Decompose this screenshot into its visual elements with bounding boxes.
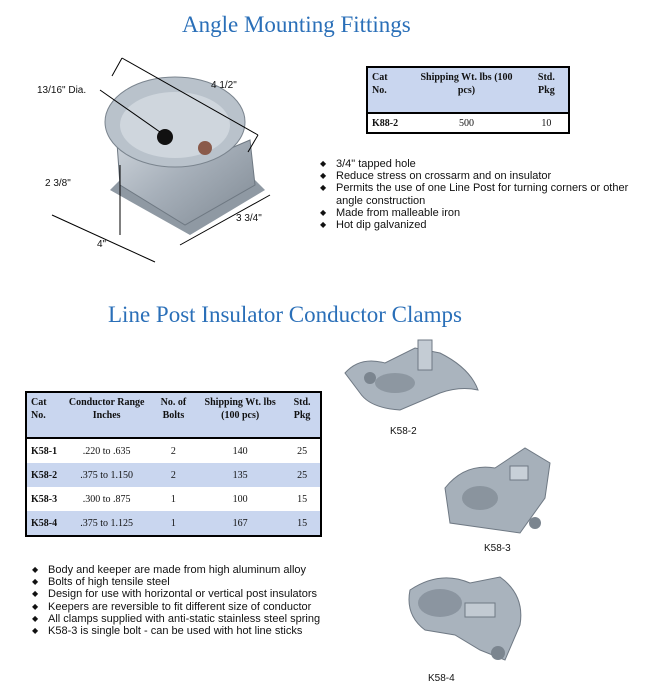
diamond-bullet-icon: ◆ [320,171,327,181]
diamond-bullet-icon: ◆ [32,613,39,623]
cell-shipping-wt: 167 [196,511,284,536]
diamond-bullet-icon: ◆ [32,577,39,587]
list-item: ◆ Hot dip galvanized [320,219,427,232]
cell-bolts: 2 [151,463,197,487]
list-item: ◆ All clamps supplied with anti-static stainless steel spring [32,612,321,625]
col-header-conductor-range: Conductor Range Inches [63,392,151,438]
cell-cat-no: K58-4 [26,511,63,536]
cell-conductor-range: .220 to .635 [82,445,131,457]
diamond-bullet-icon: ◆ [32,589,39,599]
col-header-std-pkg: Std. Pkg [284,392,321,438]
diamond-bullet-icon: ◆ [320,183,327,193]
diamond-bullet-icon: ◆ [32,626,39,636]
table-row [26,487,321,511]
cell-cat-no: K58-1 [31,445,58,457]
list-item: ◆ 3/4" tapped hole [320,158,416,170]
cell-std-pkg: 25 [297,445,308,457]
cell-std-pkg: 15 [284,511,321,536]
table-row [26,438,321,463]
conductor-clamps-spec-table [25,391,322,537]
list-item: ◆ Keepers are reversible to fit different size of conductor [32,600,312,613]
cell-bolts: 2 [170,445,176,457]
list-item: ◆ Reduce stress on crossarm and on insulator [320,170,552,183]
angle-mounting-features [318,158,648,231]
list-item: ◆ Design for use with horizontal or vertical post insulators [32,588,318,601]
cell-shipping-wt: 140 [232,445,248,457]
cell-shipping-wt: 135 [196,463,284,487]
dimension-diameter: 13/16" Dia. [37,85,87,96]
list-item: ◆ Permits the use of one Line Post for turning corners or other angle construction [320,182,629,207]
col-header-cat-no: Cat No. [367,67,408,113]
cell-shipping-wt: 100 [232,493,248,505]
table-row [26,463,321,487]
table-row [367,113,569,133]
diamond-bullet-icon: ◆ [320,220,327,230]
dimension-length: 4 1/2" [211,80,237,91]
table-header-row [367,67,569,113]
list-item: ◆ K58-3 is single bolt - can be used with hot line sticks [32,625,303,638]
cell-conductor-range: .375 to 1.125 [63,511,151,536]
cell-cat-no: K88-2 [372,117,399,129]
angle-mounting-spec-table [366,66,570,134]
cell-shipping-wt: 500 [458,117,474,129]
clamp-k58-2-image [340,338,485,418]
cell-cat-no: K58-2 [26,463,63,487]
cell-bolts: 1 [151,511,197,536]
dimension-depth: 4" [97,239,107,250]
table-header-row [26,392,321,438]
table-row [26,511,321,536]
conductor-clamp-features [30,564,390,637]
angle-mounting-fitting-drawing [40,40,320,265]
list-item: ◆ Body and keeper are made from high aluminum alloy [32,564,307,576]
diamond-bullet-icon: ◆ [32,601,39,611]
section-title-angle-mounting: Angle Mounting Fittings [182,12,411,37]
caption-k58-4: K58-4 [428,673,455,684]
diamond-bullet-icon: ◆ [320,159,327,168]
section-title-conductor-clamps: Line Post Insulator Conductor Clamps [108,302,462,327]
col-header-no-of-bolts: No. of Bolts [151,392,197,438]
clamp-k58-3-image [440,438,560,538]
list-item: ◆ Bolts of high tensile steel [32,576,170,589]
list-item: ◆ Made from malleable iron [320,206,461,219]
col-header-shipping-wt: Shipping Wt. lbs (100 pcs) [196,392,284,438]
cell-bolts: 1 [170,493,176,505]
caption-k58-2: K58-2 [390,426,417,437]
cell-std-pkg: 25 [284,463,321,487]
cell-conductor-range: .375 to 1.150 [63,463,151,487]
cell-conductor-range: .300 to .875 [82,493,131,505]
col-header-std-pkg: Std. Pkg [525,67,569,113]
clamp-k58-4-image [400,565,535,670]
cell-std-pkg: 15 [297,493,308,505]
diamond-bullet-icon: ◆ [320,207,327,217]
dimension-height: 2 3/8" [45,178,71,189]
cell-cat-no: K58-3 [31,493,58,505]
col-header-shipping-wt: Shipping Wt. lbs (100 pcs) [408,67,524,113]
dimension-width: 3 3/4" [236,213,262,224]
cell-std-pkg: 10 [541,117,552,129]
diamond-bullet-icon: ◆ [32,565,39,574]
col-header-cat-no: Cat No. [26,392,63,438]
caption-k58-3: K58-3 [484,543,511,554]
